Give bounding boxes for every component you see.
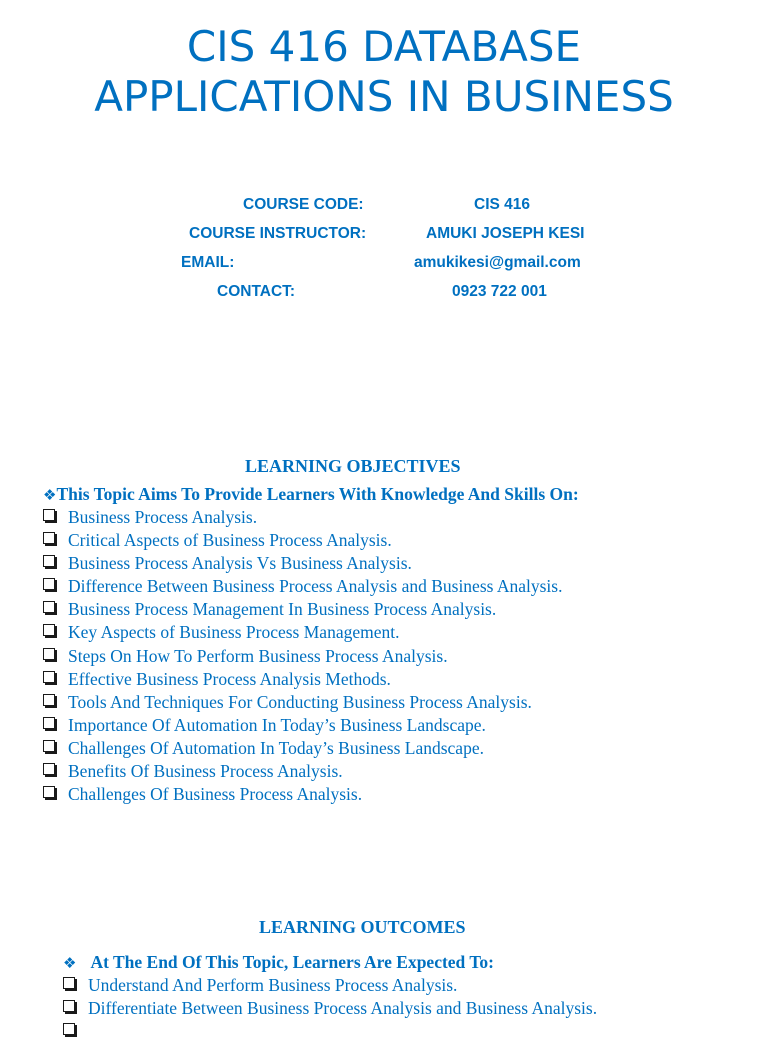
list-item-text: Benefits Of Business Process Analysis.: [68, 761, 343, 782]
title-line-2: APPLICATIONS IN BUSINESS: [94, 72, 674, 121]
list-item: [43, 576, 743, 599]
outcomes-list: [63, 975, 763, 1044]
checkbox-bullet-icon: [43, 601, 55, 613]
checkbox-bullet-icon: [43, 763, 55, 775]
list-item: [43, 784, 743, 807]
contact-value: 0923 722 001: [452, 283, 547, 300]
list-item: [43, 669, 743, 692]
checkbox-bullet-icon: [43, 509, 55, 521]
list-item-text: Understand And Perform Business Process Analysis.: [88, 975, 458, 995]
list-item: [43, 715, 743, 738]
list-item-text: Challenges Of Automation In Today’s Business Landscape.: [68, 737, 484, 758]
list-item-text: Business Process Management In Business Process Analysis.: [68, 599, 497, 620]
checkbox-bullet-icon: [63, 1023, 75, 1035]
list-item-text: Business Process Analysis.: [68, 507, 258, 527]
checkbox-bullet-icon: [63, 1000, 75, 1012]
checkbox-bullet-icon: [43, 740, 55, 752]
course-info: [0, 196, 768, 312]
checkbox-bullet-icon: [43, 786, 55, 798]
list-item-text: Differentiate Between Business Process Analysis and Business Analysis.: [88, 998, 598, 1019]
list-item-text: Critical Aspects of Business Process Analysis.: [68, 530, 392, 551]
list-item-text: Challenges Of Business Process Analysis.: [68, 784, 363, 805]
learning-objectives-heading: LEARNING OBJECTIVES: [245, 456, 461, 476]
title-line-1: CIS 416 DATABASE: [186, 22, 582, 71]
list-item: [43, 507, 743, 530]
email-value: amukikesi@gmail.com: [414, 254, 581, 271]
document-title: [0, 22, 768, 122]
list-item-text: Business Process Analysis Vs Business Analysis.: [68, 553, 412, 574]
list-item: [43, 599, 743, 622]
learning-outcomes-heading: LEARNING OUTCOMES: [259, 917, 466, 937]
course-instructor-label: COURSE INSTRUCTOR:: [189, 225, 367, 242]
course-code-row: [0, 196, 768, 225]
checkbox-bullet-icon: [43, 532, 55, 544]
checkbox-bullet-icon: [43, 624, 55, 636]
list-item-text: Key Aspects of Business Process Management.: [68, 622, 400, 643]
list-item: [43, 646, 743, 669]
list-item-text: Effective Business Process Analysis Methods.: [68, 668, 391, 689]
checkbox-bullet-icon: [43, 671, 55, 683]
email-label: EMAIL:: [181, 254, 235, 271]
objectives-list: [43, 507, 743, 807]
list-item-text: Importance Of Automation In Today’s Business Landscape.: [68, 714, 486, 735]
list-item: [43, 692, 743, 715]
checkbox-bullet-icon: [43, 648, 55, 660]
email-row: [0, 254, 768, 283]
checkbox-bullet-icon: [43, 694, 55, 706]
list-item: [63, 998, 763, 1021]
checkbox-bullet-icon: [43, 717, 55, 729]
list-item: [63, 1021, 763, 1044]
list-item: [43, 622, 743, 645]
checkbox-bullet-icon: [63, 977, 75, 989]
course-code-label: COURSE CODE:: [243, 196, 364, 213]
course-instructor-row: [0, 225, 768, 254]
list-item-text: Tools And Techniques For Conducting Business Process Analysis.: [68, 691, 532, 712]
list-item: [43, 738, 743, 761]
checkbox-bullet-icon: [43, 555, 55, 567]
objectives-lead: [43, 484, 579, 505]
list-item-text: Steps On How To Perform Business Process Analysis.: [68, 645, 448, 666]
list-item: [43, 553, 743, 576]
course-code-value: CIS 416: [474, 196, 531, 213]
list-item: [43, 761, 743, 784]
checkbox-bullet-icon: [43, 578, 55, 590]
objectives-lead-text: This Topic Aims To Provide Learners With Knowledge And Skills On:: [56, 484, 579, 504]
outcomes-lead: [63, 952, 494, 973]
diamond-cluster-icon: ❖: [43, 485, 57, 504]
course-instructor-value: AMUKI JOSEPH KESI: [426, 225, 585, 242]
list-item: [43, 530, 743, 553]
diamond-cluster-icon: ❖: [63, 953, 77, 972]
outcomes-lead-text: At The End Of This Topic, Learners Are Expected To:: [90, 952, 494, 972]
contact-row: [0, 283, 768, 312]
contact-label: CONTACT:: [217, 283, 296, 300]
list-item-text: Difference Between Business Process Analysis and Business Analysis.: [68, 576, 563, 597]
list-item: [63, 975, 763, 998]
